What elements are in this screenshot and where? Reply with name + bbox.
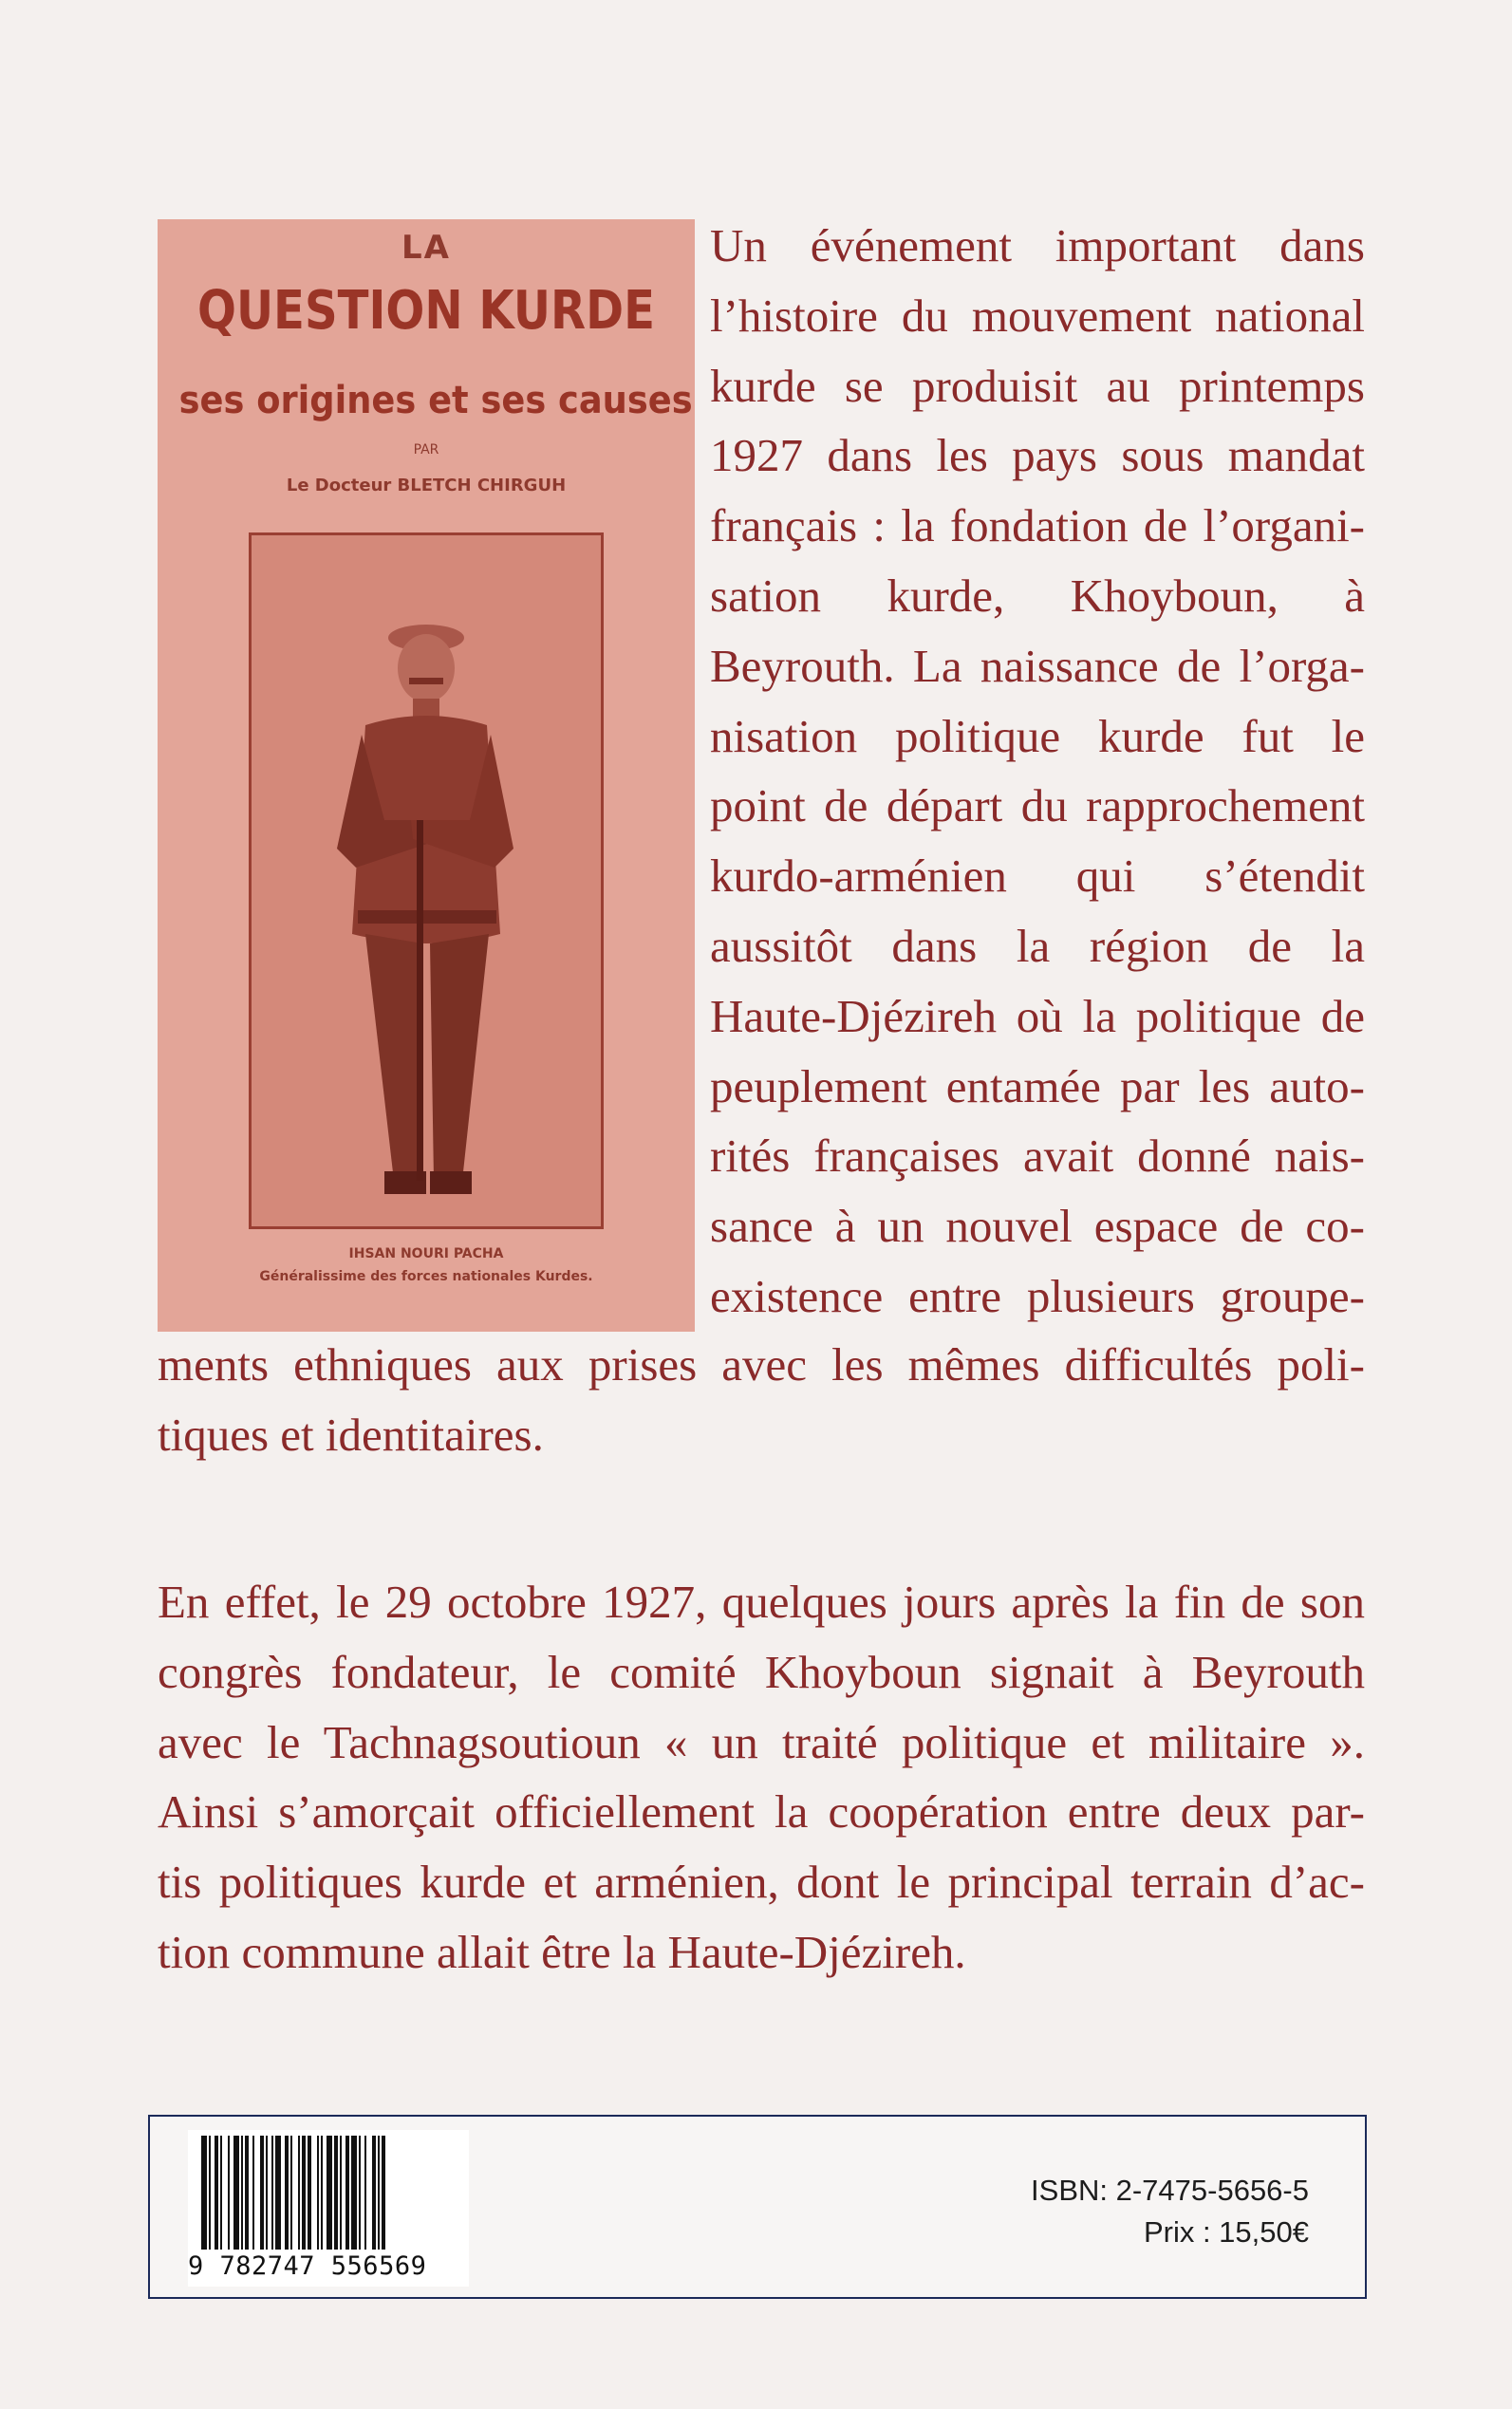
barcode-bar	[233, 2136, 239, 2250]
barcode-bar	[271, 2136, 273, 2250]
barcode-bar	[298, 2136, 300, 2250]
text-line: tiques et identitaires.	[158, 1408, 544, 1461]
barcode-bar	[220, 2136, 222, 2250]
barcode-bars	[188, 2130, 469, 2251]
text-line: Ainsi s’amorçait officiellement la coopération entre deux par-	[158, 1785, 1365, 1839]
barcode-bar	[201, 2136, 207, 2250]
text-line: rités françaises avait donné nais-	[710, 1130, 1365, 1183]
text-line: congrès fondateur, le comité Khoyboun signait à Beyrouth	[158, 1645, 1365, 1698]
barcode-bar	[228, 2136, 230, 2250]
text-line: sation kurde, Khoyboun, à	[710, 569, 1365, 622]
barcode-bar	[245, 2136, 249, 2250]
barcode-bar	[252, 2136, 254, 2250]
text-line: existence entre plusieurs groupe-	[710, 1269, 1365, 1322]
cover-by: PAR	[413, 442, 439, 458]
barcode-bar	[215, 2136, 218, 2250]
text-line: tis politiques kurde et arménien, dont le principal terrain d’ac-	[158, 1856, 1365, 1909]
barcode-bar	[308, 2136, 311, 2250]
barcode	[188, 2130, 469, 2287]
cover-subtitle: ses origines et ses causes	[178, 379, 693, 422]
text-line: ments ethniques aux prises avec les mêmes difficultés poli-	[158, 1338, 1365, 1391]
portrait-frame	[249, 532, 604, 1229]
barcode-bar	[302, 2136, 306, 2250]
text-line: français : la fondation de l’organi-	[710, 499, 1365, 552]
barcode-bar	[351, 2136, 357, 2250]
barcode-bar	[260, 2136, 264, 2250]
text-line: kurdo-arménien qui s’étendit	[710, 850, 1365, 903]
text-line: En effet, le 29 octobre 1927, quelques jours après la fin de son	[158, 1576, 1365, 1628]
portrait-caption-name: IHSAN NOURI PACHA	[348, 1246, 504, 1261]
barcode-bar	[209, 2136, 211, 2250]
cover-article: LA	[401, 229, 451, 267]
barcode-bar	[382, 2136, 385, 2250]
barcode-bar	[317, 2136, 319, 2250]
barcode-bar	[334, 2136, 338, 2250]
barcode-bar	[285, 2136, 289, 2250]
isbn-number: ISBN: 2-7475-5656-5	[1031, 2174, 1309, 2207]
portrait-caption-role: Généralissime des forces nationales Kurdes.	[259, 1269, 593, 1284]
text-line: peuplement entamée par les auto-	[710, 1059, 1365, 1112]
cover-author: Le Docteur BLETCH CHIRGUH	[286, 476, 567, 495]
barcode-bar	[290, 2136, 292, 2250]
text-line: point de départ du rapprochement	[710, 779, 1365, 832]
text-line: tion commune allait être la Haute-Djézireh.	[158, 1925, 966, 1978]
barcode-bar	[372, 2136, 376, 2250]
text-line: avec le Tachnagsoutioun « un traité politique et militaire ».	[158, 1715, 1365, 1768]
text-line: 1927 dans les pays sous mandat	[710, 429, 1365, 482]
text-line: Beyrouth. La naissance de l’orga-	[710, 639, 1365, 692]
barcode-bar	[321, 2136, 323, 2250]
barcode-bar	[340, 2136, 342, 2250]
text-line: sance à un nouvel espace de co-	[710, 1200, 1365, 1253]
paragraph-1-continuation	[158, 1330, 1365, 1470]
barcode-bar	[241, 2136, 243, 2250]
text-line: nisation politique kurde fut le	[710, 709, 1365, 762]
barcode-digits: 9 782747 556569	[188, 2251, 427, 2281]
paragraph-2	[158, 1567, 1365, 1988]
text-line: Un événement important dans	[710, 219, 1365, 271]
barcode-bar	[266, 2136, 268, 2250]
barcode-bar	[359, 2136, 361, 2250]
barcode-bar	[364, 2136, 366, 2250]
text-line: l’histoire du mouvement national	[710, 289, 1365, 342]
cover-title: QUESTION KURDE	[197, 280, 655, 342]
text-line: aussitôt dans la région de la	[710, 919, 1365, 972]
barcode-bar	[378, 2136, 380, 2250]
book-cover-image	[158, 219, 695, 1332]
barcode-bar	[345, 2136, 349, 2250]
text-line: Haute-Djézireh où la politique de	[710, 989, 1365, 1042]
text-line: kurde se produisit au printemps	[710, 359, 1365, 412]
portrait-figure	[252, 535, 601, 1226]
price: Prix : 15,50€	[1143, 2215, 1309, 2249]
barcode-bar	[275, 2136, 281, 2250]
paragraph-1-column	[710, 211, 1365, 1332]
barcode-bar	[327, 2136, 332, 2250]
